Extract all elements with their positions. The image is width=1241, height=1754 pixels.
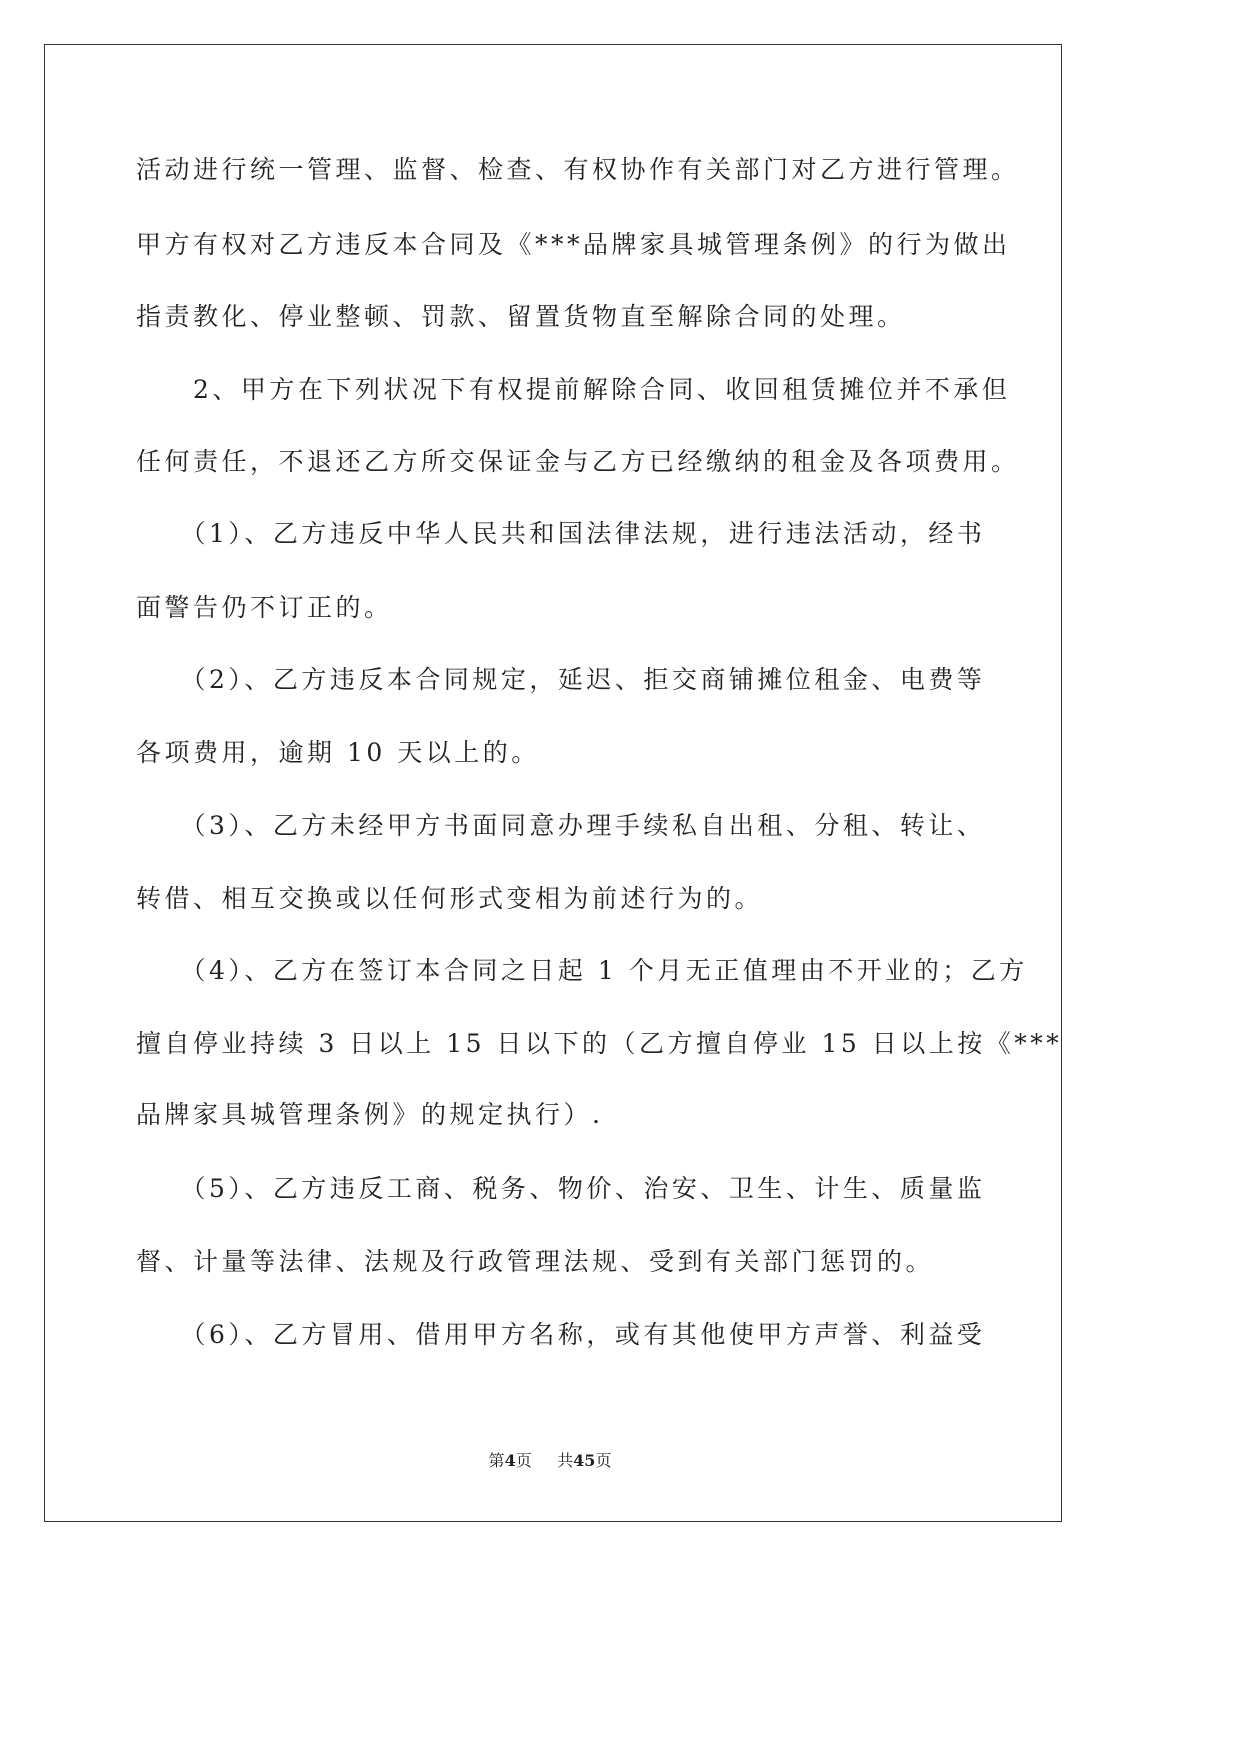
text-line: 指责教化、停业整顿、罚款、留置货物直至解除合同的处理。 — [136, 302, 906, 331]
text-line: 督、计量等法律、法规及行政管理法规、受到有关部门惩罚的。 — [136, 1247, 935, 1276]
text-line: （6）、乙方冒用、借用甲方名称，或有其他使甲方声誉、利益受 — [136, 1320, 986, 1349]
text-line: 甲方有权对乙方违反本合同及《***品牌家具城管理条例》的行为做出 — [136, 230, 1011, 259]
text-line: 转借、相互交换或以任何形式变相为前述行为的。 — [136, 884, 764, 913]
page-number: 4 — [504, 1451, 516, 1470]
total-pages: 45 — [573, 1451, 596, 1470]
text-line: 活动进行统一管理、监督、检查、有权协作有关部门对乙方进行管理。 — [136, 155, 1020, 184]
text-line: 面警告仍不订正的。 — [136, 593, 393, 622]
text-line: （3）、乙方未经甲方书面同意办理手续私自出租、分租、转让、 — [136, 811, 986, 840]
text-line: 各项费用，逾期 10 天以上的。 — [136, 738, 540, 767]
text-line: 品牌家具城管理条例》的规定执行）. — [136, 1100, 604, 1129]
page-prefix: 第 — [488, 1451, 505, 1470]
page-footer — [0, 1451, 1100, 1471]
text-line: （2）、乙方违反本合同规定，延迟、拒交商铺摊位租金、电费等 — [136, 665, 986, 694]
text-line: 2、甲方在下列状况下有权提前解除合同、收回租赁摊位并不承但 — [136, 375, 1011, 404]
text-line: 擅自停业持续 3 日以上 15 日以下的（乙方擅自停业 15 日以上按《*** — [136, 1029, 1063, 1058]
text-line: （4）、乙方在签订本合同之日起 1 个月无正值理由不开业的；乙方 — [136, 956, 1028, 985]
page-border — [44, 44, 1062, 1522]
total-prefix: 共 — [557, 1451, 574, 1470]
text-line: （1）、乙方违反中华人民共和国法律法规，进行违法活动，经书 — [136, 519, 986, 548]
text-line: （5）、乙方违反工商、税务、物价、治安、卫生、计生、质量监 — [136, 1174, 986, 1203]
text-line: 任何责任，不退还乙方所交保证金与乙方已经缴纳的租金及各项费用。 — [136, 447, 1020, 476]
page-unit: 页 — [515, 1451, 532, 1470]
total-unit: 页 — [595, 1451, 612, 1470]
